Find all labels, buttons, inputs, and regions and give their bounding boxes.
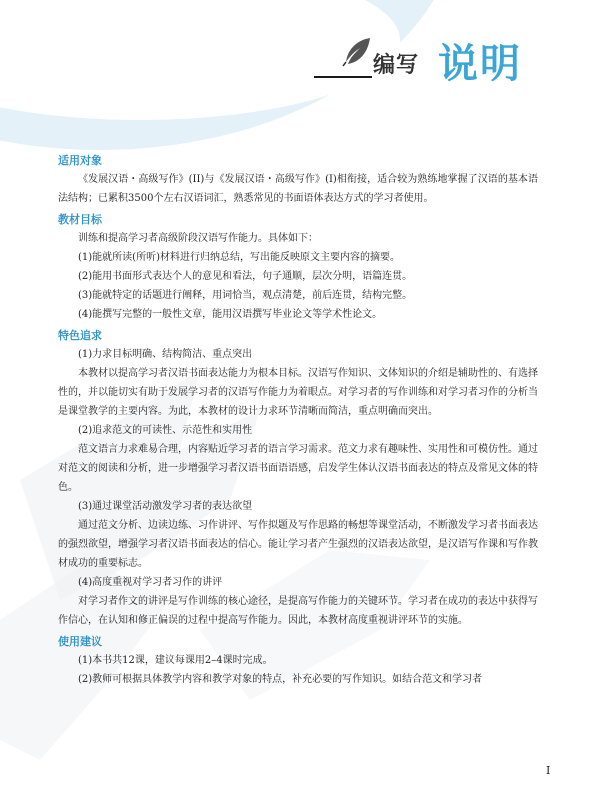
subheading: (4)高度重视对学习者习作的讲评 — [78, 577, 223, 588]
section-title: 特色追求 — [58, 329, 102, 342]
subheading: (3)通过课堂活动激发学习者的表达欲望 — [78, 501, 253, 512]
subheading: (2)追求范文的可读性、示范性和实用性 — [78, 425, 253, 436]
section-title: 教材目标 — [58, 213, 102, 226]
paragraph: 《发展汉语・高级写作》(II)与《发展汉语・高级写作》(I)相衔接，适合较为熟练地掌握了汉语的基本语法结构；已累积3500个左右汉语词汇，熟悉常见的书面语体表达方式的学习者使用。 — [58, 174, 538, 204]
paragraph: 通过范文分析、边读边练、习作讲评、写作拟题及写作思路的畅想等课堂活动，不断激发学习者书面表达的强烈欲望，增强学习者汉语书面表达的信心。能让学习者产生强烈的汉语表达欲望，是汉语写作课和写作教材成功的重要标志。 — [58, 520, 538, 569]
header-rule — [314, 76, 372, 78]
paragraph: 对学习者作文的讲评是写作训练的核心途径，是提高写作能力的关键环节。学习者在成功的表达中获得写作信心，在认知和修正偏误的过程中提高写作能力。因此，本教材高度重视讲评环节的实施。 — [58, 596, 538, 626]
page-header — [0, 0, 590, 110]
section-title: 适用对象 — [58, 154, 102, 167]
section-usage — [58, 633, 538, 689]
feather-quill-icon — [340, 34, 374, 68]
page-number: I — [546, 764, 551, 777]
list-item: (2)教师可根据具体教学内容和教学对象的特点，补充必要的写作知识。如结合范文和学习者 — [78, 674, 483, 685]
paragraph: 训练和提高学习者高级阶段汉语写作能力。具体如下： — [78, 233, 318, 244]
paragraph: 范文语言力求难易合理，内容贴近学习者的语言学习需求。范文力求有趣味性、实用性和可模仿性。通过对范文的阅读和分析，进一步增强学习者汉语书面语语感，启发学生体认汉语书面表达的特点及常见文体的特色。 — [58, 444, 538, 493]
list-item: (3)能就特定的话题进行阐释，用词恰当，观点清楚，前后连贯，结构完整。 — [78, 290, 413, 301]
section-target-audience — [58, 152, 538, 208]
section-title: 使用建议 — [58, 635, 102, 648]
header-title-small: 编写 — [373, 53, 420, 78]
list-item: (2)能用书面形式表达个人的意见和看法，句子通顺，层次分明，语篇连贯。 — [78, 271, 413, 282]
subheading: (1)力求目标明确、结构简洁、重点突出 — [78, 349, 253, 360]
list-item: (4)能撰写完整的一般性文章，能用汉语撰写毕业论文等学术性论文。 — [78, 309, 383, 320]
section-features — [58, 327, 538, 630]
main-content — [58, 150, 538, 692]
header-title-big: 说明 — [438, 41, 522, 87]
list-item: (1)本书共12课，建议每课用2–4课时完成。 — [78, 655, 273, 666]
list-item: (1)能就所读(所听)材料进行归纳总结，写出能反映原文主要内容的摘要。 — [78, 252, 400, 263]
paragraph: 本教材以提高学习者汉语书面表达能力为根本目标。汉语写作知识、文体知识的介绍是辅助性的、有选择性的，并以能切实有助于发展学习者的汉语写作能力为着眼点。对学习者的写作训练和对学习者习作的分析当是课堂教学的主要内容。为此，本教材的设计力求环节清晰而简洁，重点明确而突出。 — [58, 368, 538, 417]
section-goals — [58, 211, 538, 324]
